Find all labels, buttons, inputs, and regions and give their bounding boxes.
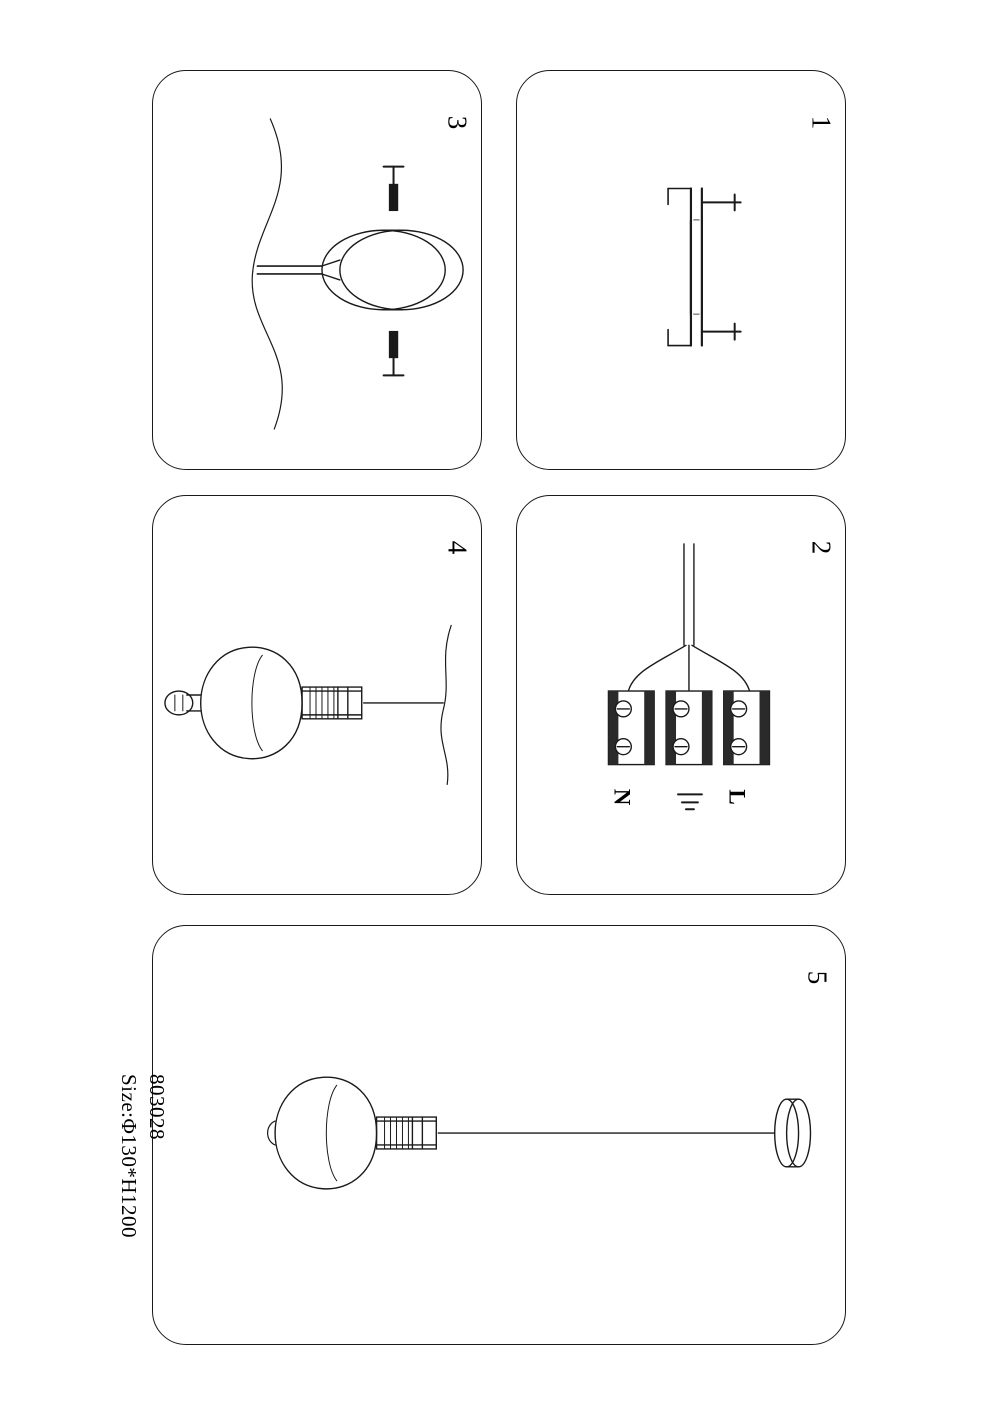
terminal-label-neutral: N: [609, 788, 635, 806]
panel-step-2: [516, 495, 846, 895]
spec-text-block: [114, 1074, 171, 1238]
step-number-3: 3: [441, 115, 472, 130]
model-number: 803028: [145, 1074, 169, 1140]
shade-lamp-diagram: [153, 496, 481, 894]
bracket-diagram: [517, 71, 845, 469]
terminal-label-live: L: [724, 789, 750, 805]
canopy-mounting-diagram: [153, 71, 481, 469]
wiring-diagram: [517, 496, 845, 894]
panel-step-4: [152, 495, 482, 895]
size-spec: Size:Φ130*H1200: [116, 1074, 141, 1239]
panel-step-1: [516, 70, 846, 470]
step-number-5: 5: [801, 970, 832, 985]
step-number-4: 4: [441, 540, 472, 555]
panel-step-5: [116, 925, 846, 1345]
step-number-1: 1: [805, 115, 836, 130]
panel-step-3: [152, 70, 482, 470]
finished-lamp-diagram: [153, 926, 845, 1344]
step-number-2: 2: [805, 540, 836, 555]
